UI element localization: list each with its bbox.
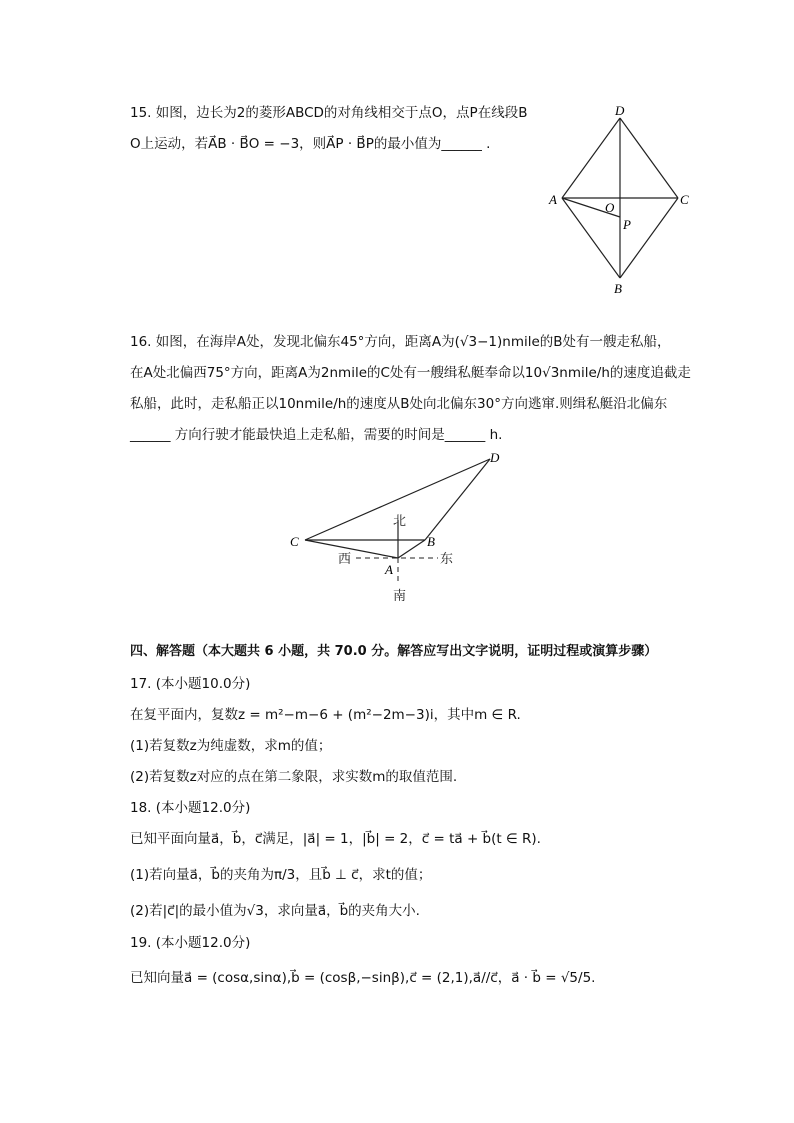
q17-part-1: (1)若复数z为纯虚数，求m的值； [130, 738, 332, 754]
q17-header: 17. (本小题10.0分) [130, 676, 251, 692]
north-label: 北 [393, 513, 407, 528]
rhombus-figure [540, 100, 700, 300]
q18-part-2: (2)若|c⃗|的最小值为√3，求向量a⃗，b⃗的夹角大小. [130, 903, 420, 919]
vertex-d-label: D [615, 103, 625, 118]
q16-line-2: 在A处北偏西75°方向，距离A为2nmile的C处有一艘缉私艇奉命以10√3nmile/h的速度追截走 [130, 365, 691, 381]
point-c-label: C [290, 534, 299, 549]
south-label: 南 [393, 588, 407, 603]
q19-header: 19. (本小题12.0分) [130, 935, 251, 951]
point-o-label: O [605, 200, 615, 215]
q16-line-1: 16. 如图，在海岸A处，发现北偏东45°方向，距离A为(√3−1)nmile的B处有一艘走私船， [130, 334, 671, 350]
q16-line-3: 私船，此时，走私船正以10nmile/h的速度从B处向北偏东30°方向逃窜.则缉私艇沿北偏东 [130, 396, 668, 412]
point-a-label: A [385, 562, 393, 577]
q17-part-2: (2)若复数z对应的点在第二象限，求实数m的取值范围. [130, 769, 458, 785]
coast-chase-figure [280, 445, 520, 610]
point-p-label: P [623, 217, 631, 232]
q19-stem: 已知向量a⃗ = (cosα,sinα),b⃗ = (cosβ,−sinβ),c⃗ = (2,1),a⃗//c⃗，a⃗ · b⃗ = √5/5. [130, 970, 596, 986]
q17-stem: 在复平面内，复数z = m²−m−6 + (m²−2m−3)i，其中m ∈ R. [130, 707, 521, 723]
q18-part-1: (1)若向量a⃗，b⃗的夹角为π/3，且b⃗ ⊥ c⃗，求t的值； [130, 867, 432, 883]
vertex-b-label: B [614, 281, 622, 296]
point-d-label: D [490, 450, 500, 465]
vertex-c-label: C [680, 192, 689, 207]
q16-line-4: ______ 方向行驶才能最快追上走私船，需要的时间是______ h. [130, 427, 503, 443]
section-4-heading: 四、解答题（本大题共 6 小题，共 70.0 分。解答应写出文字说明，证明过程或演算步骤） [130, 644, 658, 659]
q15-line-2: O上运动，若A⃗B · B⃗O = −3，则A⃗P · B⃗P的最小值为______ . [130, 136, 491, 152]
east-label: 东 [440, 551, 454, 566]
q18-stem: 已知平面向量a⃗，b⃗，c⃗满足，|a⃗| = 1，|b⃗| = 2，c⃗ = ta⃗ + b⃗(t ∈ R). [130, 831, 541, 847]
vertex-a-label: A [549, 192, 557, 207]
point-b-label: B [427, 534, 435, 549]
west-label: 西 [338, 551, 352, 566]
q18-header: 18. (本小题12.0分) [130, 800, 251, 816]
q15-line-1: 15. 如图，边长为2的菱形ABCD的对角线相交于点O，点P在线段B [130, 105, 528, 121]
